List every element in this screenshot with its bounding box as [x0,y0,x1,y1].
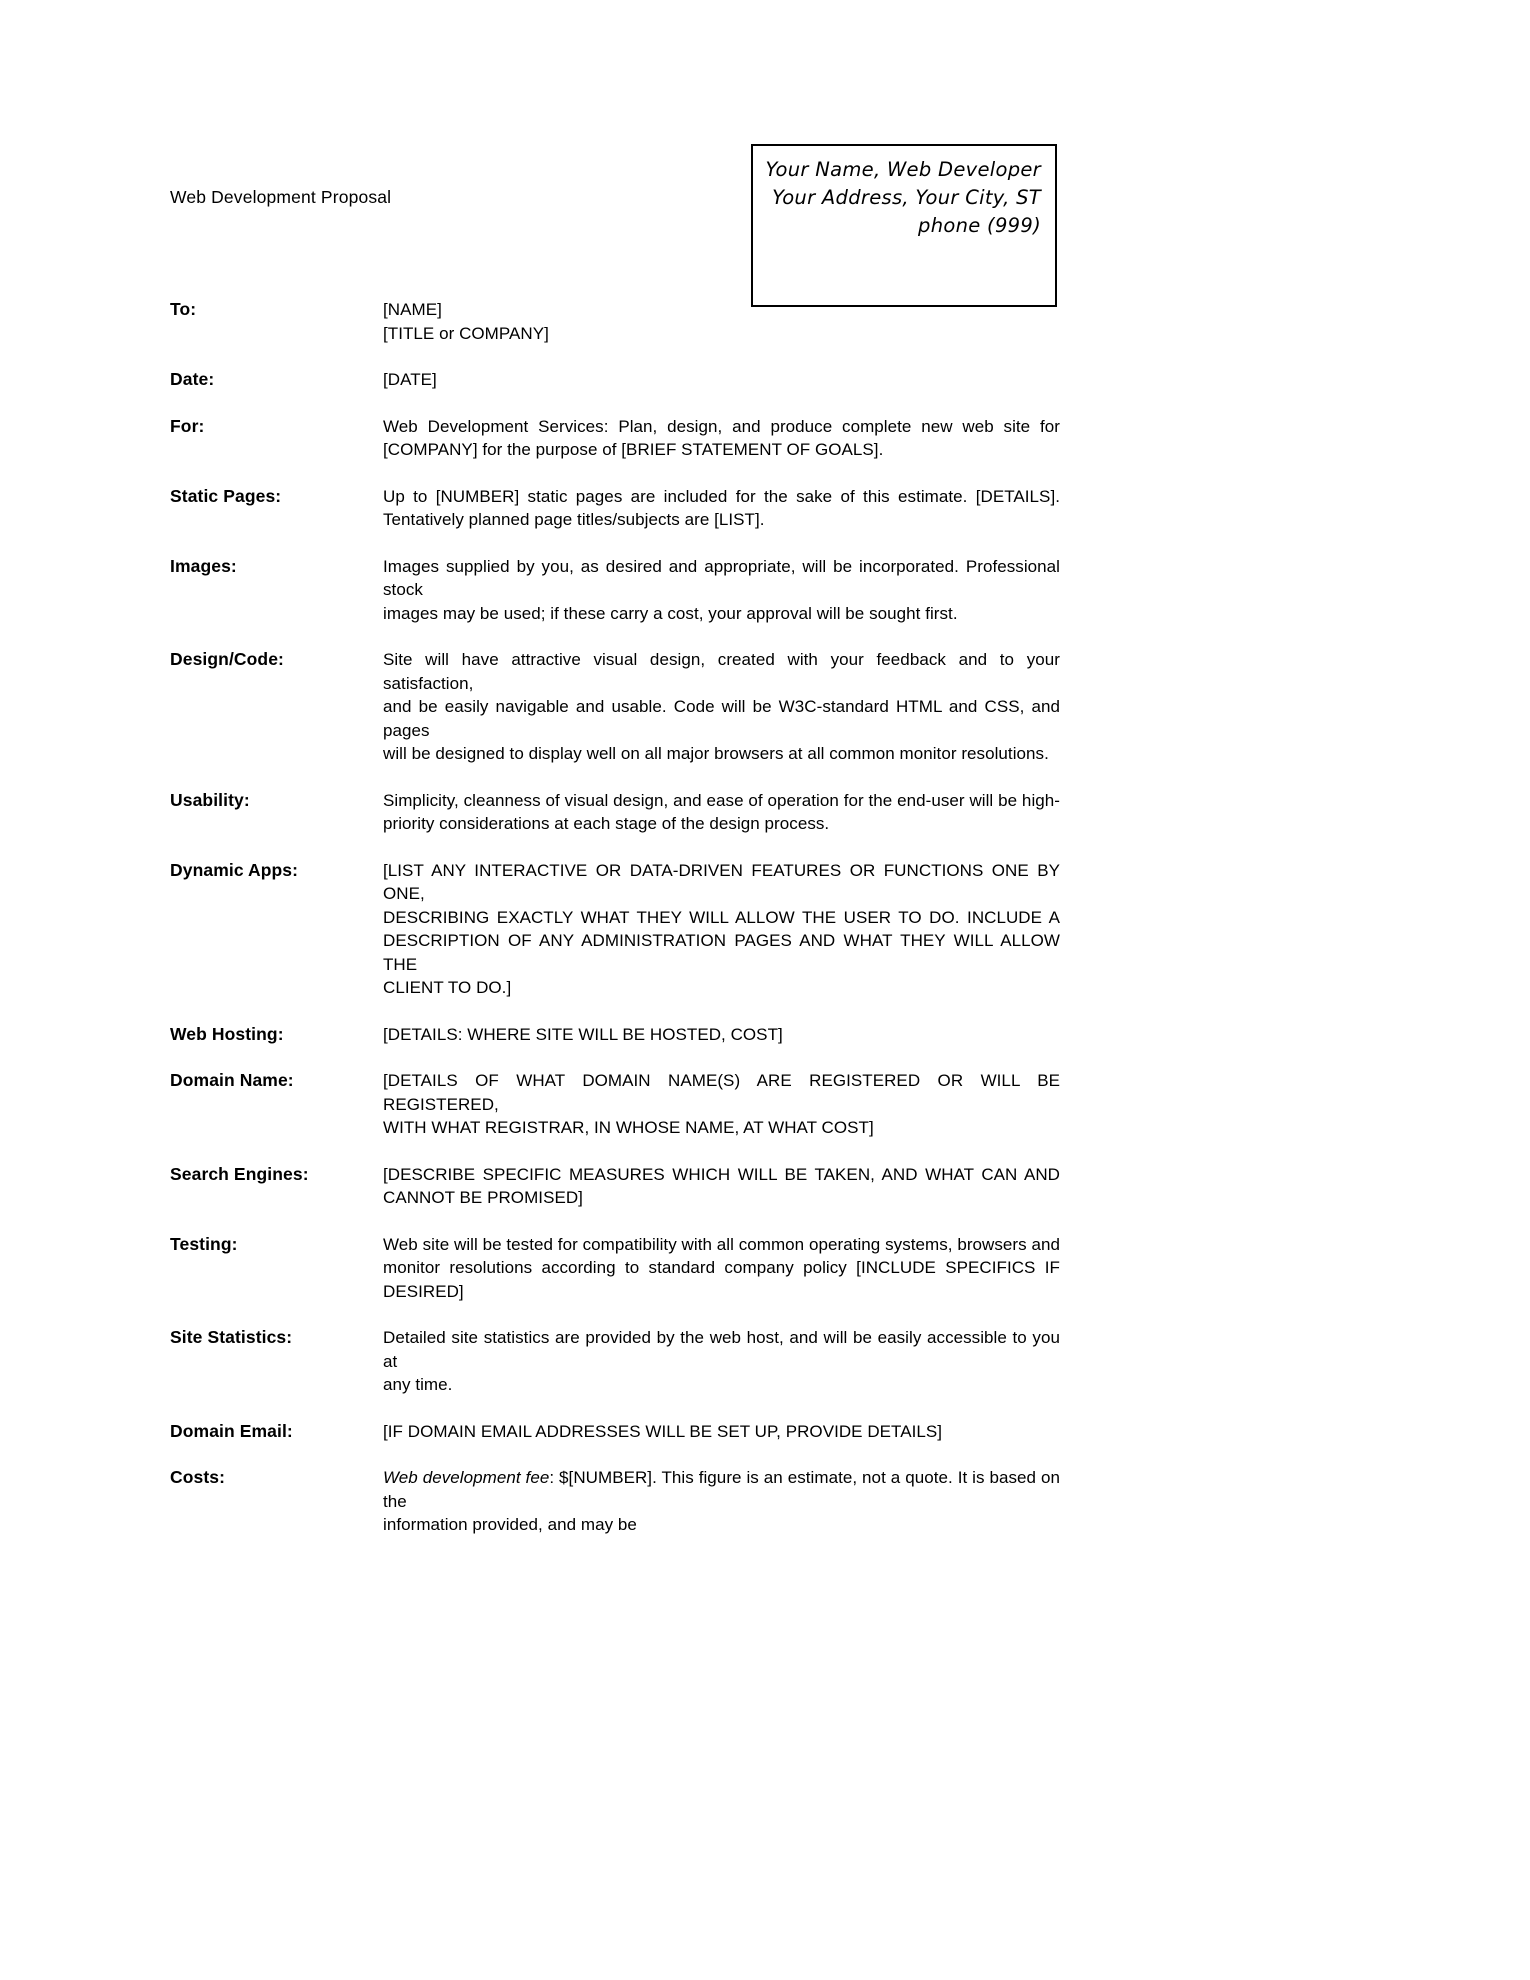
row-body-web-hosting [383,1023,1060,1047]
row-usability [170,789,1060,836]
row-label-images: Images: [170,555,237,576]
row-line: information provided, and may be [383,1515,637,1534]
row-label-site-statistics: Site Statistics: [170,1327,293,1347]
row-line: [DETAILS: WHERE SITE WILL BE HOSTED, COST] [383,1024,783,1044]
row-line: Images supplied by you, as desired and appropriate, will be incorporated. Professional stock [383,556,1060,599]
row-line: [DATE] [383,370,437,389]
row-line: Site will have attractive visual design, created with your feedback and to your satisfaction, [383,650,1060,693]
costs-emphasis-text: Web development fee [383,1468,550,1487]
row-line: [DESCRIBE SPECIFIC MEASURES WHICH WILL BE TAKEN, AND WHAT CAN AND [383,1164,1060,1184]
row-for [170,415,1060,462]
row-body-usability [383,789,1060,836]
proposal-rows [170,298,1060,1560]
row-body-design-code [383,648,1060,766]
row-line: CANNOT BE PROMISED] [383,1188,583,1207]
row-body-static-pages [383,485,1060,532]
row-line: Up to [NUMBER] static pages are included for the sake of this estimate. [DETAILS]. [383,486,1060,506]
row-body-search-engines [383,1163,1060,1210]
letterhead-line-phone: phone (999) [918,214,1041,237]
row-body-date [383,368,1060,392]
row-dynamic-apps [170,859,1060,1000]
row-body-dynamic-apps [383,859,1060,1000]
row-line: Tentatively planned page titles/subjects are [LIST]. [383,510,765,529]
letterhead-contact-block [761,156,1041,240]
row-body-domain-email [383,1420,1060,1444]
row-testing [170,1233,1060,1304]
row-label-static-pages: Static Pages: [170,485,282,506]
row-site-statistics [170,1326,1060,1397]
letterhead-line-name: Your Name, Web Developer [765,158,1041,181]
row-line: [LIST ANY INTERACTIVE OR DATA-DRIVEN FEATURES OR FUNCTIONS ONE BY ONE, [383,860,1060,903]
letterhead-line-address: Your Address, Your City, ST [772,186,1041,209]
row-design-code [170,648,1060,766]
row-label-design-code: Design/Code: [170,649,284,669]
row-label-date: Date: [170,369,215,389]
row-label-for: For: [170,415,205,436]
row-line: [DETAILS OF WHAT DOMAIN NAME(S) ARE REGISTERED OR WILL BE REGISTERED, [383,1071,1060,1114]
row-date [170,368,1060,392]
row-search-engines [170,1163,1060,1210]
row-label-dynamic-apps: Dynamic Apps: [170,859,299,880]
row-line: Detailed site statistics are provided by the web host, and will be easily accessible to you at [383,1328,1060,1371]
row-label-testing: Testing: [170,1233,238,1254]
row-line: monitor resolutions according to standard company policy [INCLUDE SPECIFICS IF [383,1258,1060,1277]
page-title: Web Development Proposal [170,187,392,207]
row-body-site-statistics [383,1326,1060,1397]
row-line: DESCRIBING EXACTLY WHAT THEY WILL ALLOW THE USER TO DO. INCLUDE A [383,907,1060,927]
row-body-testing [383,1233,1060,1304]
row-body-to [383,298,1060,345]
row-line: images may be used; if these carry a cost, your approval will be sought first. [383,603,958,623]
row-line: DESCRIPTION OF ANY ADMINISTRATION PAGES AND WHAT THEY WILL ALLOW THE [383,931,1060,974]
row-label-web-hosting: Web Hosting: [170,1023,284,1044]
row-line: Simplicity, cleanness of visual design, and ease of operation for the end-user will be high- [383,790,1060,810]
row-body-costs [383,1466,1060,1537]
row-label-usability: Usability: [170,789,250,810]
row-line: [TITLE or COMPANY] [383,323,549,343]
row-label-domain-name: Domain Name: [170,1070,294,1090]
row-body-for [383,415,1060,462]
row-domain-email [170,1420,1060,1444]
row-body-domain-name [383,1069,1060,1140]
row-label-domain-email: Domain Email: [170,1420,293,1441]
row-line: WITH WHAT REGISTRAR, IN WHOSE NAME, AT WHAT COST] [383,1118,874,1137]
row-line: Web Development Services: Plan, design, and produce complete new web site for [383,416,1060,436]
row-line: DESIRED] [383,1281,464,1301]
row-domain-name [170,1069,1060,1140]
row-body-images [383,555,1060,626]
row-static-pages [170,485,1060,532]
row-to [170,298,1060,345]
row-line: Web site will be tested for compatibility with all common operating systems, browsers and [383,1234,1060,1254]
row-web-hosting [170,1023,1060,1047]
row-line: and be easily navigable and usable. Code will be W3C-standard HTML and CSS, and pages [383,697,1060,740]
row-label-to: To: [170,299,197,319]
row-costs [170,1466,1060,1537]
row-line: priority considerations at each stage of the design process. [383,814,830,833]
row-images [170,555,1060,626]
letterhead-box [751,144,1057,307]
row-line: [IF DOMAIN EMAIL ADDRESSES WILL BE SET UP, PROVIDE DETAILS] [383,1421,943,1441]
row-label-search-engines: Search Engines: [170,1163,309,1184]
row-line: CLIENT TO DO.] [383,978,512,997]
row-line: any time. [383,1375,453,1394]
row-line: [COMPANY] for the purpose of [BRIEF STATEMENT OF GOALS]. [383,440,884,459]
row-line: will be designed to display well on all major browsers at all common monitor resolutions. [383,744,1049,763]
row-label-costs: Costs: [170,1467,226,1487]
row-line: [NAME] [383,300,442,319]
row-line-costs-emphasis: Web development fee: $[NUMBER]. This figure is an estimate, not a quote. It is based on the [383,1468,1060,1511]
